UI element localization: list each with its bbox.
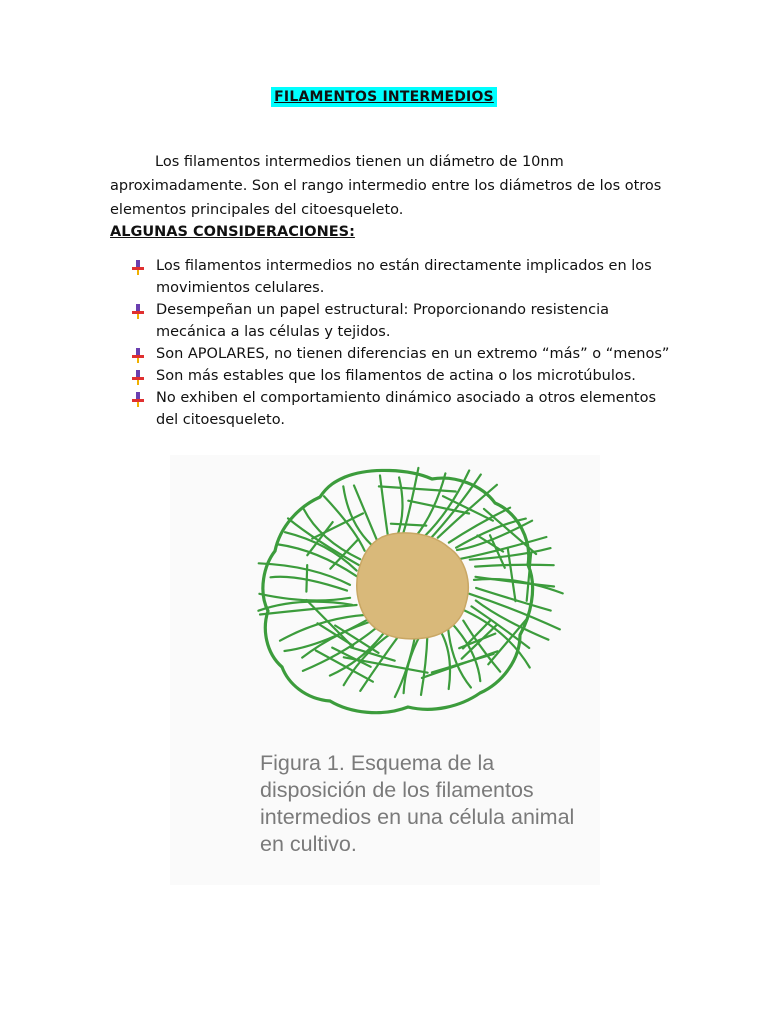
filament-strand [404, 635, 421, 693]
pushpin-icon [130, 391, 146, 407]
figure-caption: Figura 1. Esquema de la disposición de los filamentos intermedios en una célula animal en cultivo. [260, 751, 575, 856]
filament-strand [259, 563, 350, 585]
cell-nucleus [357, 533, 468, 639]
filament-crosslink [306, 565, 307, 592]
list-item [130, 387, 670, 431]
list-item-text: Los filamentos intermedios no están directamente implicados en los movimientos celulares. [156, 258, 652, 296]
filament-strand [475, 565, 554, 567]
list-item-text: Son más estables que los filamentos de actina o los microtúbulos. [156, 368, 636, 384]
pushpin-icon [130, 369, 146, 385]
filament-strand [421, 632, 428, 695]
list-item-text: No exhiben el comportamiento dinámico asociado a otros elementos del citoesqueleto. [156, 390, 657, 428]
cell-figure [170, 455, 600, 885]
list-item-text: Desempeñan un papel estructural: Proporcionando resistencia mecánica a las células y tejidos. [156, 302, 609, 340]
pushpin-icon [130, 303, 146, 319]
list-item [130, 365, 670, 387]
filament-crosslink [316, 651, 373, 682]
filament-strand [448, 626, 471, 688]
pushpin-icon [130, 259, 146, 275]
cell-diagram [170, 455, 600, 745]
considerations-list [130, 255, 670, 431]
list-item-text: Son APOLARES, no tienen diferencias en un extremo “más” o “menos” [156, 346, 670, 362]
filament-strand [380, 476, 389, 541]
document-title: FILAMENTOS INTERMEDIOS [271, 87, 497, 107]
list-item [130, 255, 670, 299]
pushpin-icon [130, 347, 146, 363]
filament-crosslink [379, 486, 456, 491]
filament-strand [285, 620, 367, 651]
list-item [130, 299, 670, 343]
filament-strand [259, 594, 350, 601]
list-item [130, 343, 670, 365]
filament-strand [450, 622, 480, 682]
section-heading: ALGUNAS CONSIDERACIONES: [110, 224, 355, 240]
filament-crosslink [391, 524, 426, 526]
intro-paragraph: Los filamentos intermedios tienen un diámetro de 10nm aproximadamente. Son el rango intermedio entre los diámetros de los otros elementos principales del citoesqueleto. [110, 154, 662, 218]
title-container [0, 86, 768, 107]
